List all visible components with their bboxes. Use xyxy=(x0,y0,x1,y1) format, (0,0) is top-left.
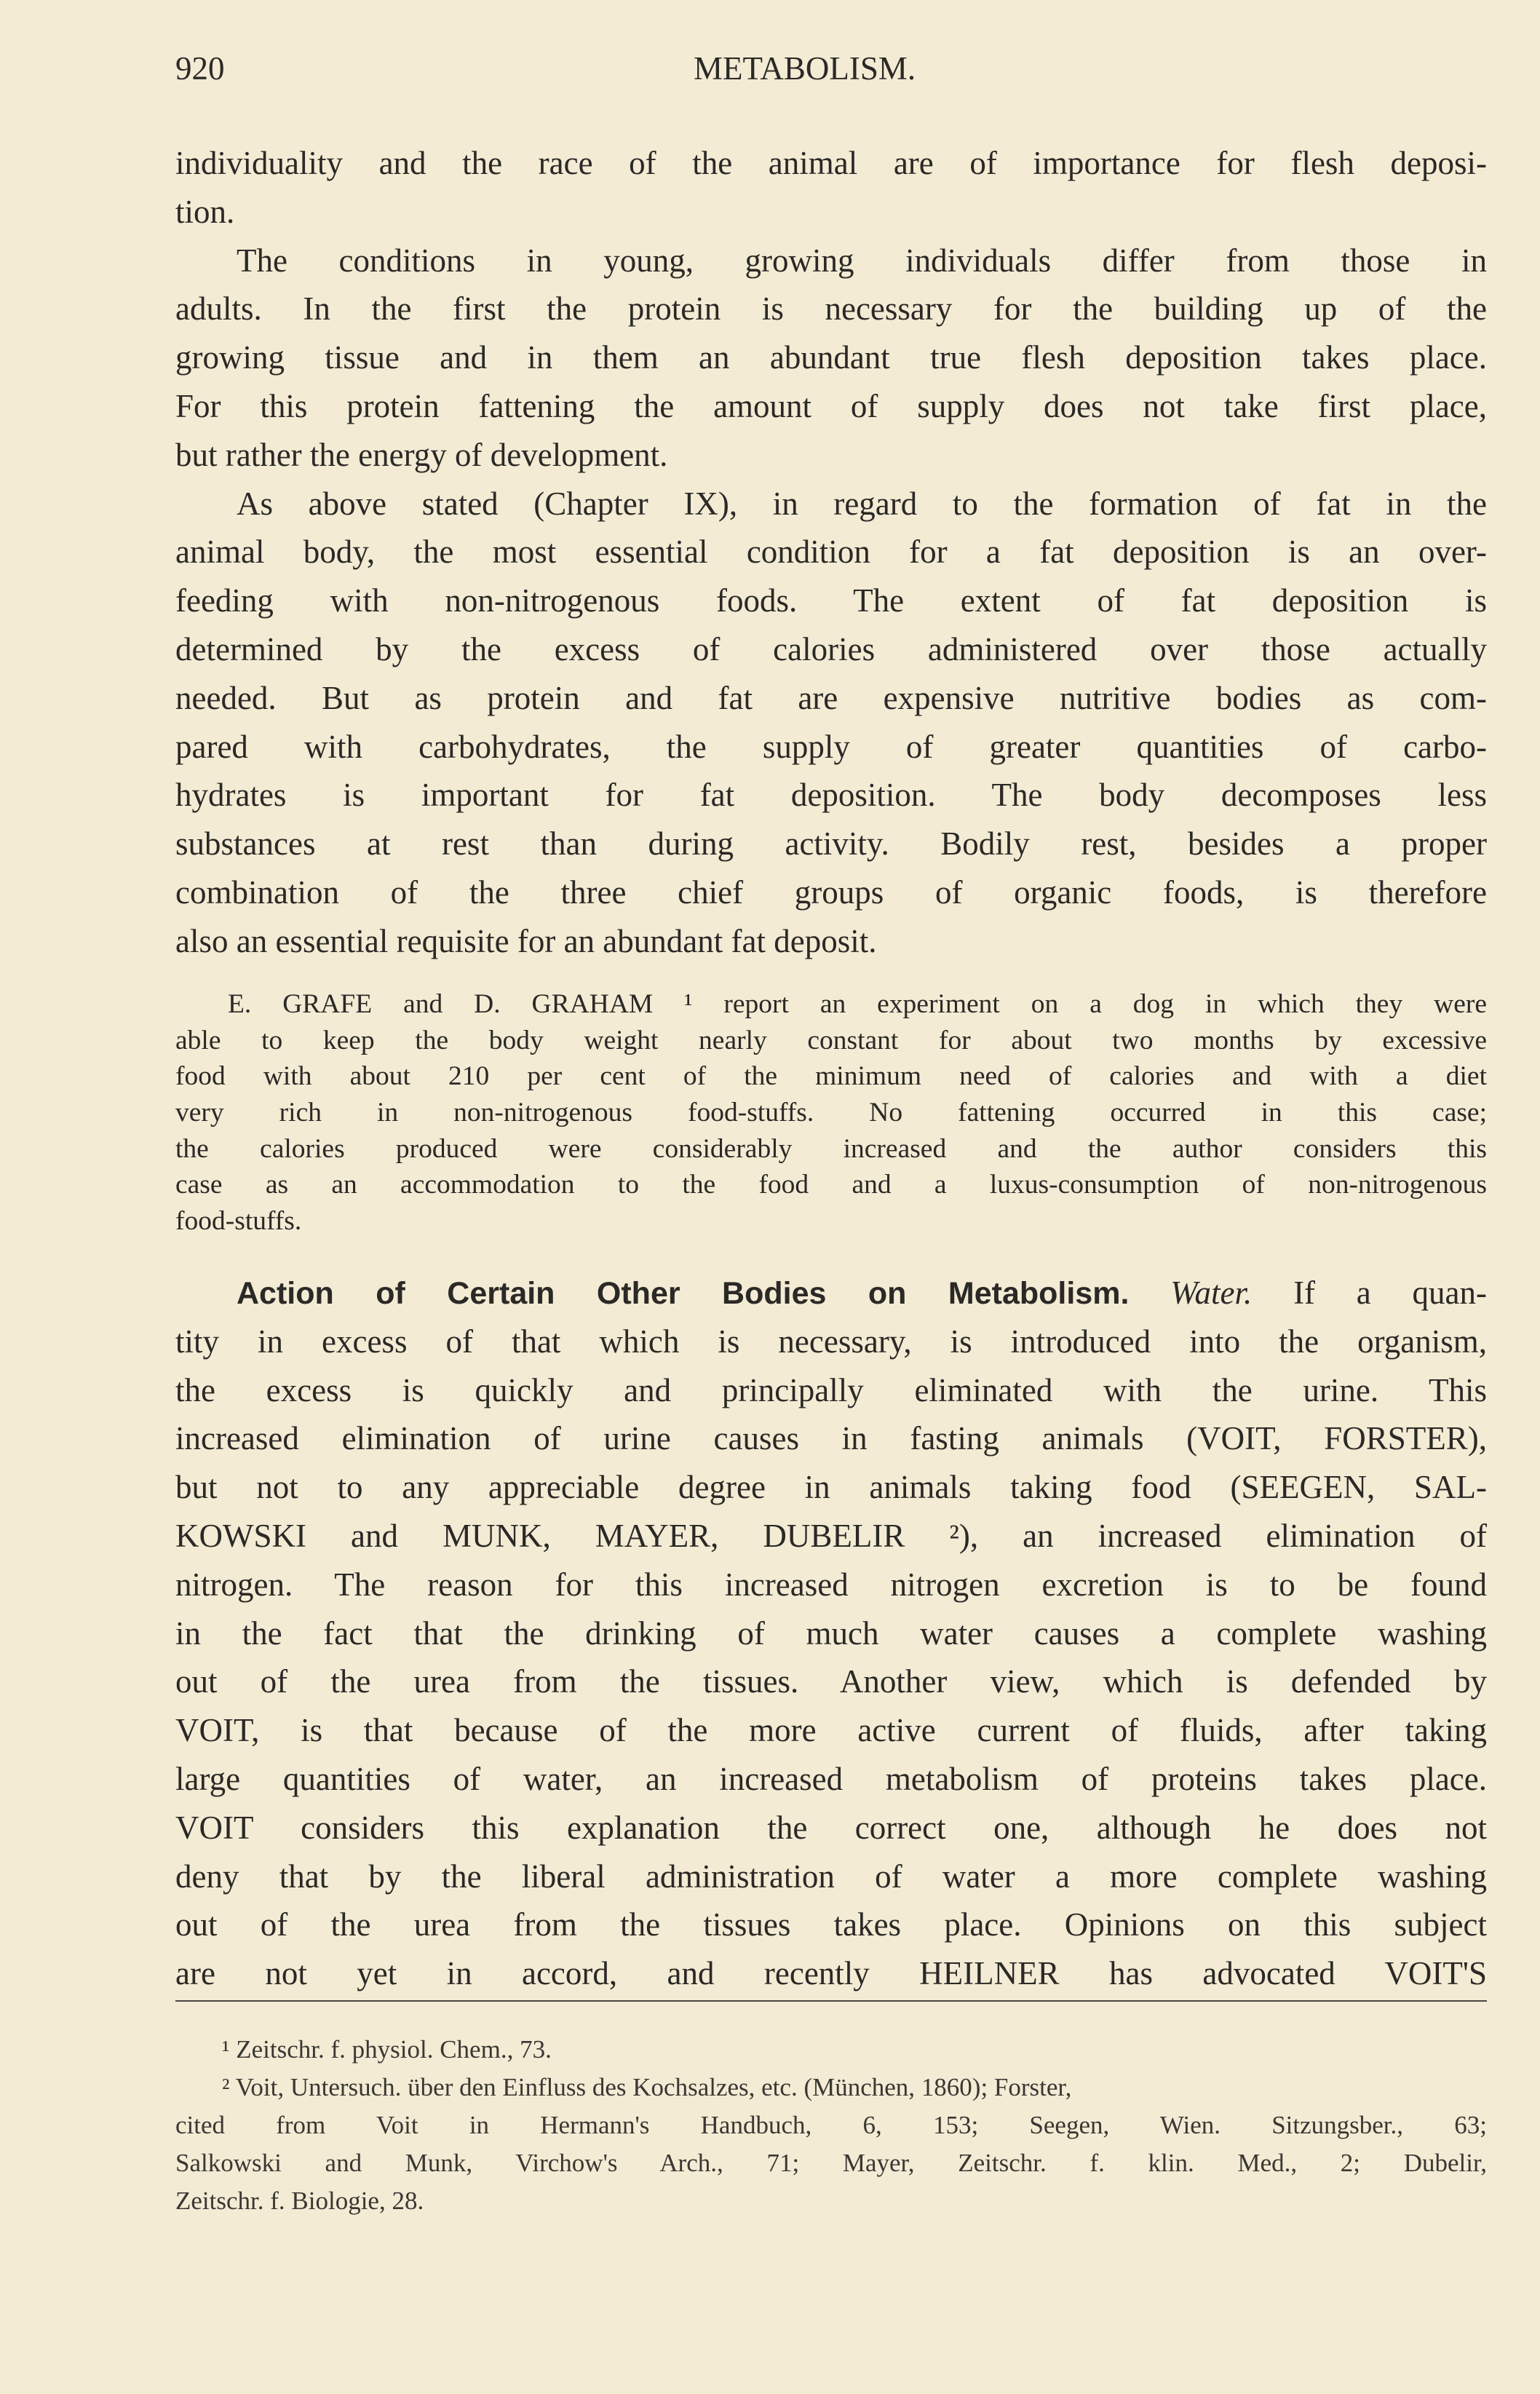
text-line: but rather the energy of development. xyxy=(175,436,668,473)
text-line: but not to any appreciable degree in animals taking food (SEEGEN, SAL- xyxy=(175,1469,1487,1506)
text-line: As above stated (Chapter IX), in regard to the formation of fat in the xyxy=(237,485,1487,522)
text-line: tity in excess of that which is necessary, is introduced into the organism, xyxy=(175,1323,1487,1360)
text-line: animal body, the most essential condition for a fat deposition is an over- xyxy=(175,534,1487,571)
footnote-divider xyxy=(175,2000,1487,2002)
section-heading: Action of Certain Other Bodies on Metabolism. xyxy=(237,1276,1130,1311)
note-line: very rich in non-nitrogenous food-stuffs. No fattening occurred in this case; xyxy=(175,1098,1487,1128)
footnote-line: Zeitschr. f. Biologie, 28. xyxy=(175,2187,424,2215)
text-line: substances at rest than during activity. Bodily rest, besides a proper xyxy=(175,825,1487,863)
text-line: KOWSKI and MUNK, MAYER, DUBELIR ²), an increased elimination of xyxy=(175,1517,1487,1554)
text-line: determined by the excess of calories administered over those actually xyxy=(175,630,1487,667)
note-line: E. GRAFE and D. GRAHAM ¹ report an experiment on a dog in which they were xyxy=(228,989,1487,1019)
text-line: in the fact that the drinking of much water causes a complete washing xyxy=(175,1614,1487,1652)
text-line: The conditions in young, growing individuals differ from those in xyxy=(237,242,1487,279)
text-run: If a quan- xyxy=(1293,1275,1488,1311)
footnote-line: ¹ Zeitschr. f. physiol. Chem., 73. xyxy=(222,2035,552,2064)
note-line: food-stuffs. xyxy=(175,1206,302,1237)
text-line: For this protein fattening the amount of supply does not take first place, xyxy=(175,387,1487,424)
text-line: deny that by the liberal administration of water a more complete washing xyxy=(175,1858,1487,1895)
text-line: are not yet in accord, and recently HEILNER has advocated VOIT'S xyxy=(175,1955,1487,1992)
page-number: 920 xyxy=(175,50,225,87)
section-subheading: Water. xyxy=(1170,1275,1253,1311)
footnote-line: ² Voit, Untersuch. über den Einfluss des Kochsalzes, etc. (München, 1860); Forster, xyxy=(222,2073,1072,2101)
text-line: hydrates is important for fat deposition. The body decomposes less xyxy=(175,777,1487,814)
section-first-line xyxy=(175,1269,1487,1317)
footnotes xyxy=(175,2031,1487,2220)
note-line: the calories produced were considerably increased and the author considers this xyxy=(175,1133,1487,1164)
text-line: out of the urea from the tissues takes place. Opinions on this subject xyxy=(175,1906,1487,1943)
text-line: growing tissue and in them an abundant true flesh deposition takes place. xyxy=(175,339,1487,376)
text-line: out of the urea from the tissues. Another view, which is defended by xyxy=(175,1663,1487,1700)
footnote-line: cited from Voit in Hermann's Handbuch, 6, 153; Seegen, Wien. Sitzungsber., 63; xyxy=(175,2111,1487,2139)
text-line: pared with carbohydrates, the supply of greater quantities of carbo- xyxy=(175,728,1487,765)
text-line: the excess is quickly and principally eliminated with the urine. This xyxy=(175,1371,1487,1408)
text-line: feeding with non-nitrogenous foods. The extent of fat deposition is xyxy=(175,582,1487,619)
footnote-line: Salkowski and Munk, Virchow's Arch., 71; Mayer, Zeitschr. f. klin. Med., 2; Dubelir, xyxy=(175,2149,1487,2177)
text-line: large quantities of water, an increased metabolism of proteins takes place. xyxy=(175,1760,1487,1797)
text-line: also an essential requisite for an abundant fat deposit. xyxy=(175,922,877,959)
running-title: METABOLISM. xyxy=(694,50,916,87)
text-line: VOIT, is that because of the more active current of fluids, after taking xyxy=(175,1712,1487,1749)
small-print-note xyxy=(175,986,1487,1240)
text-line: needed. But as protein and fat are expensive nutritive bodies as com- xyxy=(175,679,1487,716)
text-line: tion. xyxy=(175,193,235,230)
text-line: combination of the three chief groups of organic foods, is therefore xyxy=(175,873,1487,911)
text-line: increased elimination of urine causes in fasting animals (VOIT, FORSTER), xyxy=(175,1420,1487,1457)
note-line: able to keep the body weight nearly constant for about two months by excessive xyxy=(175,1025,1487,1055)
text-line: nitrogen. The reason for this increased nitrogen excretion is to be found xyxy=(175,1566,1487,1603)
note-line: case as an accommodation to the food and a luxus-consumption of non-nitrogenous xyxy=(175,1170,1487,1200)
text-line: VOIT considers this explanation the correct one, although he does not xyxy=(175,1809,1487,1846)
text-line: individuality and the race of the animal are of importance for flesh deposi- xyxy=(175,145,1487,181)
water-section xyxy=(175,1269,1487,1998)
text-line: adults. In the first the protein is necessary for the building up of the xyxy=(175,290,1487,328)
body-text xyxy=(175,139,1487,966)
note-line: food with about 210 per cent of the minimum need of calories and with a diet xyxy=(175,1061,1487,1092)
